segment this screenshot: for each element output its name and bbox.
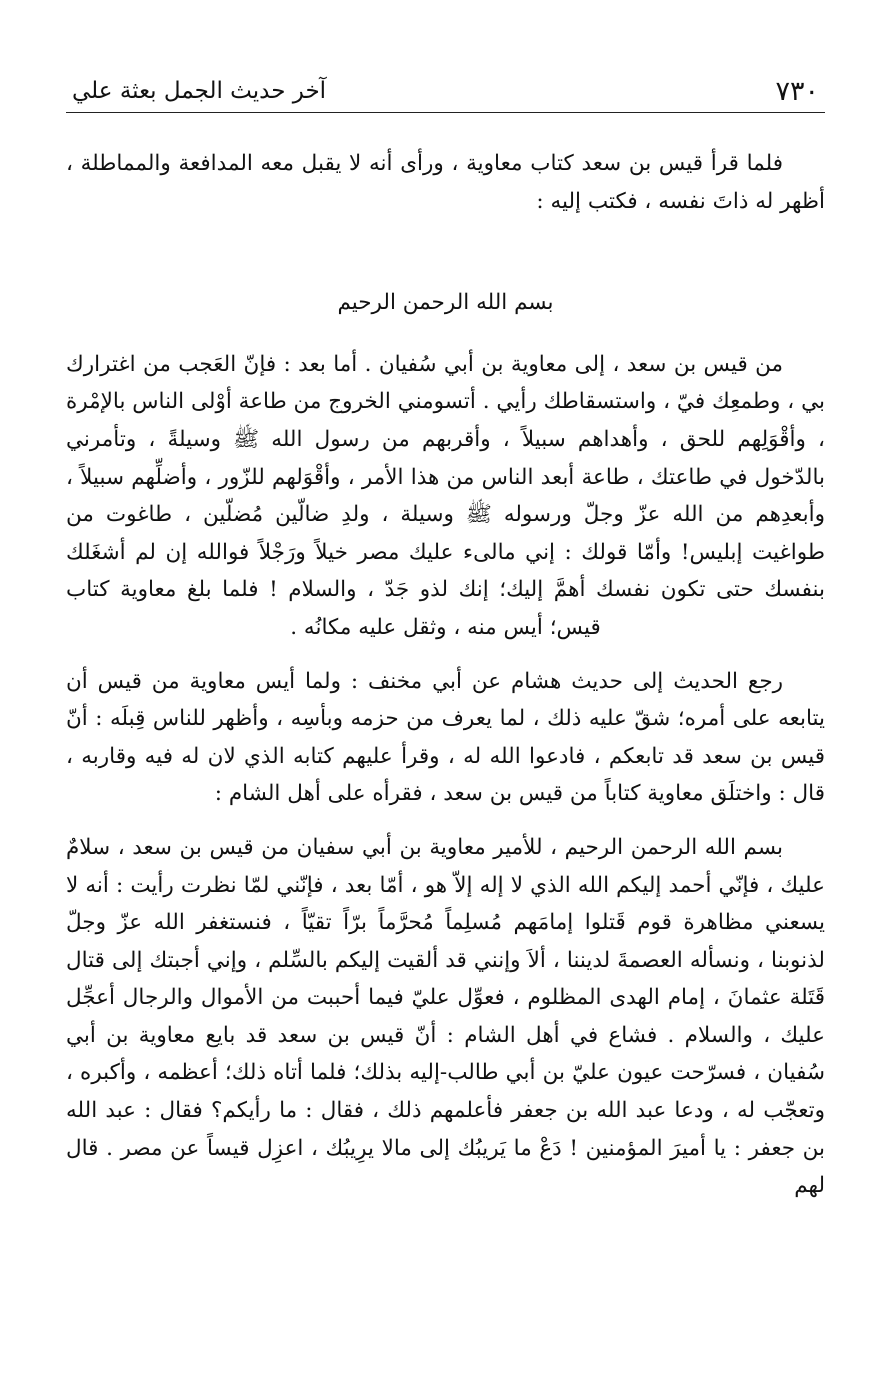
page-header bbox=[66, 72, 825, 113]
paragraph-qays-letter: من قيس بن سعد ، إلى معاوية بن أبي سُفيان . أما بعد : فإنّ العَجب من اغترارك بي ، وطمعِك فيّ ، واستسقاطك رأيي . أتسومني الخروج من طاعة أوْلى الناس بالإمْرة ، وأقْوَلِهم للحق ، وأهداهم سبيلاً ، وأقربهم من رسول الله ﷺ وسيلةً ، وتأمرني بالدّخول في طاعتك ، طاعة أبعد الناس من هذا الأمر ، وأقْوَلهم للزّور ، وأضلِّهم سبيلاً ، وأبعدِهم من الله عزّ وجلّ ورسوله ﷺ وسيلة ، ولدِ ضالّين مُضلّين ، طاغوت من طواغيت إبليس! وأمّا قولك : إني مالىء عليك مصر خيلاً ورَجْلاً فوالله إن لم أشغَلك بنفسك حتى تكون نفسك أهمَّ إليك؛ إنك لذو جَدّ ، والسلام ! فلما بلغ معاوية كتاب قيس؛ أيس منه ، وثقل عليه مكانُه . bbox=[66, 351, 825, 640]
paragraph-qays-reads-letter: فلما قرأ قيس بن سعد كتاب معاوية ، ورأى أنه لا يقبل معه المدافعة والمماطلة ، أظهر له ذاتَ نفسه ، فكتب إليه : bbox=[66, 151, 825, 214]
paragraph-hisham-narration: رجع الحديث إلى حديث هشام عن أبي مخنف : ولما أيس معاوية من قيس أن يتابعه على أمره؛ شقّ عليه ذلك ، لما يعرف من حزمه وبأسِه ، وأظهر للناس قِبلَه : أنّ قيس بن سعد قد تابعكم ، فادعوا الله له ، وقرأ عليهم كتابه الذي لان له فيه وقاربه ، قال : واختلَق معاوية كتاباً من قيس بن سعد ، فقرأه على أهل الشام : bbox=[66, 668, 825, 807]
basmala-heading: بسم الله الرحمن الرحيم bbox=[337, 290, 554, 316]
page-body bbox=[66, 145, 825, 1205]
page-number: ٧٣٠ bbox=[775, 76, 819, 107]
running-title: آخر حديث الجمل بعثة علي bbox=[72, 78, 327, 104]
paragraph-fabricated-letter: بسم الله الرحمن الرحيم ، للأمير معاوية بن أبي سفيان من قيس بن سعد ، سلامٌ عليك ، فإنّي أحمد إليكم الله الذي لا إله إلاّ هو ، أمّا بعد ، فإنّني لمّا نظرت رأيت : أنه لا يسعني مظاهرة قوم قَتلوا إمامَهم مُسلِماً مُحرَّماً برّاً تقيّاً ، فنستغفر الله عزّ وجلّ لذنوبنا ، ونسأله العصمةَ لديننا ، ألاَ وإنني قد ألقيت إليكم بالسِّلم ، وإني أجبتك إلى قتال قَتَلة عثمانَ ، إمام الهدى المظلوم ، فعوِّل عليّ فيما أحببت من الأموال والرجال أعجِّل عليك ، والسلام . فشاع في أهل الشام : أنّ قيس بن سعد قد بايع معاوية بن أبي سُفيان ، فسرّحت عيون عليّ بن أبي طالب-إليه بذلك؛ فلما أتاه ذلك؛ أعظمه ، وأكبره ، وتعجّب له ، ودعا عبد الله بن جعفر فأعلمهم ذلك ، فقال : ما رأيكم؟ فقال : عبد الله بن جعفر : يا أميرَ المؤمنين ! دَعْ ما يَريبُك إلى مالا يرِيبُك ، اعزِل قيساً عن مصر . قال لهم bbox=[66, 834, 825, 1199]
